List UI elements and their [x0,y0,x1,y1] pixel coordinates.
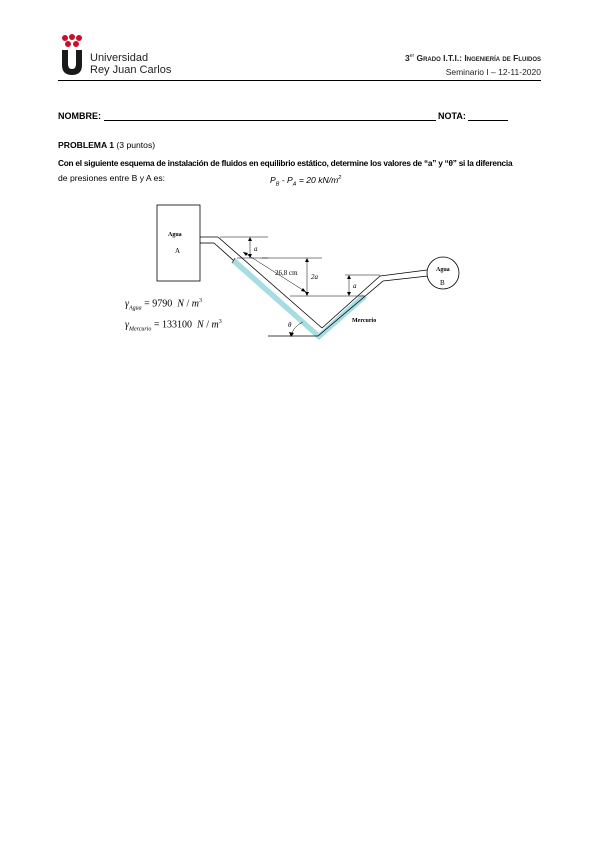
dim-distance: 26,8 cm [275,269,298,277]
tank-a-fluid-label: Agua [168,232,182,238]
pressure-equation: $P_B - P_A = 20$ $kN/m^2$ [270,174,342,188]
problem-statement-line1: Con el siguiente esquema de instalación de fluidos en equilibrio estático, determine los valores de “a” y “θ” si la diferencia [58,158,513,168]
gamma-water: $\gamma_{Agua} = 9790$ N / $m^3$ [125,298,202,312]
tank-b-label: B [440,279,445,287]
tank-a [157,205,200,281]
mercury-column [232,258,367,340]
tank-b-fluid-label: Agua [436,267,450,273]
problem-title: PROBLEMA 1 (3 puntos) [58,140,156,150]
university-name-line2: Rey Juan Carlos [90,64,172,76]
name-label: NOMBRE: [58,111,101,121]
mercury-label: Mercurio [352,318,377,324]
grade-label: NOTA: [438,111,466,121]
course-title: 3er Grado I.T.I.: Ingeniería de Fluidos [404,53,541,63]
angle-theta: θ [288,321,292,329]
university-name-line1: Universidad [90,52,149,64]
dim-a-right: a [353,282,357,290]
problem-statement-line2: de presiones entre B y A es: [58,173,166,183]
seminar-date: Seminario I – 12-11-2020 [445,67,541,77]
gamma-mercury: $\gamma_{Mercurio} = 133100$ N / $m^3$ [125,319,222,333]
dim-2a: 2a [311,273,318,281]
dim-a-top: a [254,245,258,253]
specific-weights [125,294,222,337]
tank-a-label: A [175,247,181,255]
